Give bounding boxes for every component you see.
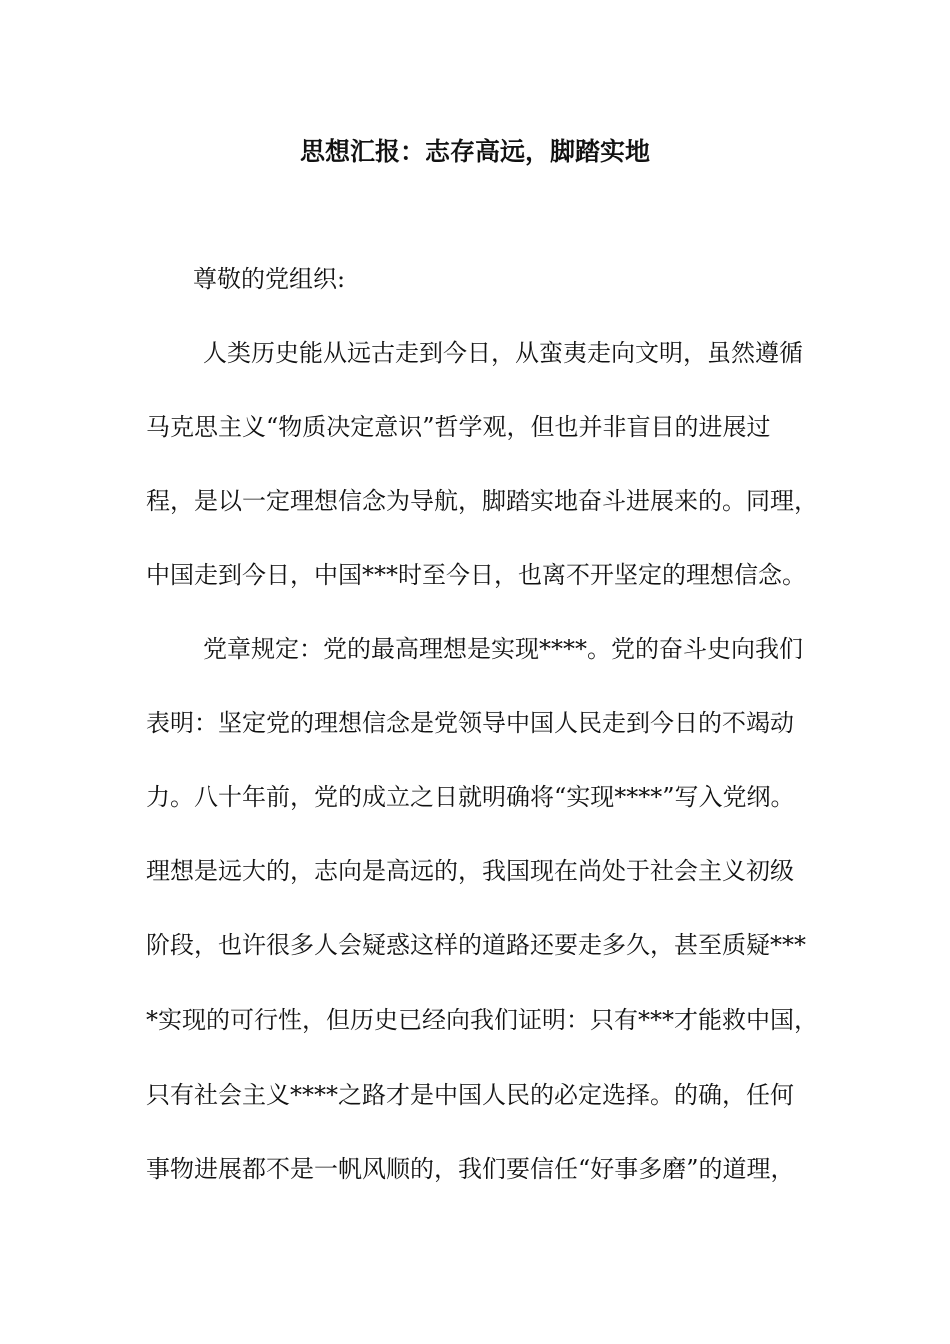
paragraph-2-line-7: 只有社会主义****之路才是中国人民的必定选择。的确，任何 [146, 1081, 794, 1109]
salutation: 尊敬的党组织: [193, 265, 346, 293]
paragraph-2-line-2: 表明：坚定党的理想信念是党领导中国人民走到今日的不竭动 [146, 709, 794, 737]
paragraph-1-line-2: 马克思主义“物质决定意识”哲学观，但也并非盲目的进展过 [146, 413, 771, 441]
document-title: 思想汇报：志存高远，脚踏实地 [299, 137, 650, 166]
paragraph-2-line-5: 阶段，也许很多人会疑惑这样的道路还要走多久，甚至质疑*** [146, 931, 806, 959]
paragraph-2-line-6: *实现的可行性，但历史已经向我们证明：只有***才能救中国， [146, 1006, 818, 1034]
paragraph-1-line-4: 中国走到今日，中国***时至今日，也离不开坚定的理想信念。 [146, 561, 806, 589]
paragraph-1-line-1: 人类历史能从远古走到今日，从蛮夷走向文明，虽然遵循 [203, 339, 803, 367]
paragraph-2-line-4: 理想是远大的，志向是高远的，我国现在尚处于社会主义初级 [146, 857, 794, 885]
paragraph-1-line-3: 程，是以一定理想信念为导航，脚踏实地奋斗进展来的。同理， [146, 487, 818, 515]
paragraph-2-line-8: 事物进展都不是一帆风顺的，我们要信任“好事多磨”的道理， [146, 1155, 795, 1183]
paragraph-2-line-3: 力。八十年前，党的成立之日就明确将“实现****”写入党纲。 [146, 783, 795, 811]
paragraph-2-line-1: 党章规定：党的最高理想是实现****。党的奋斗史向我们 [203, 635, 803, 663]
